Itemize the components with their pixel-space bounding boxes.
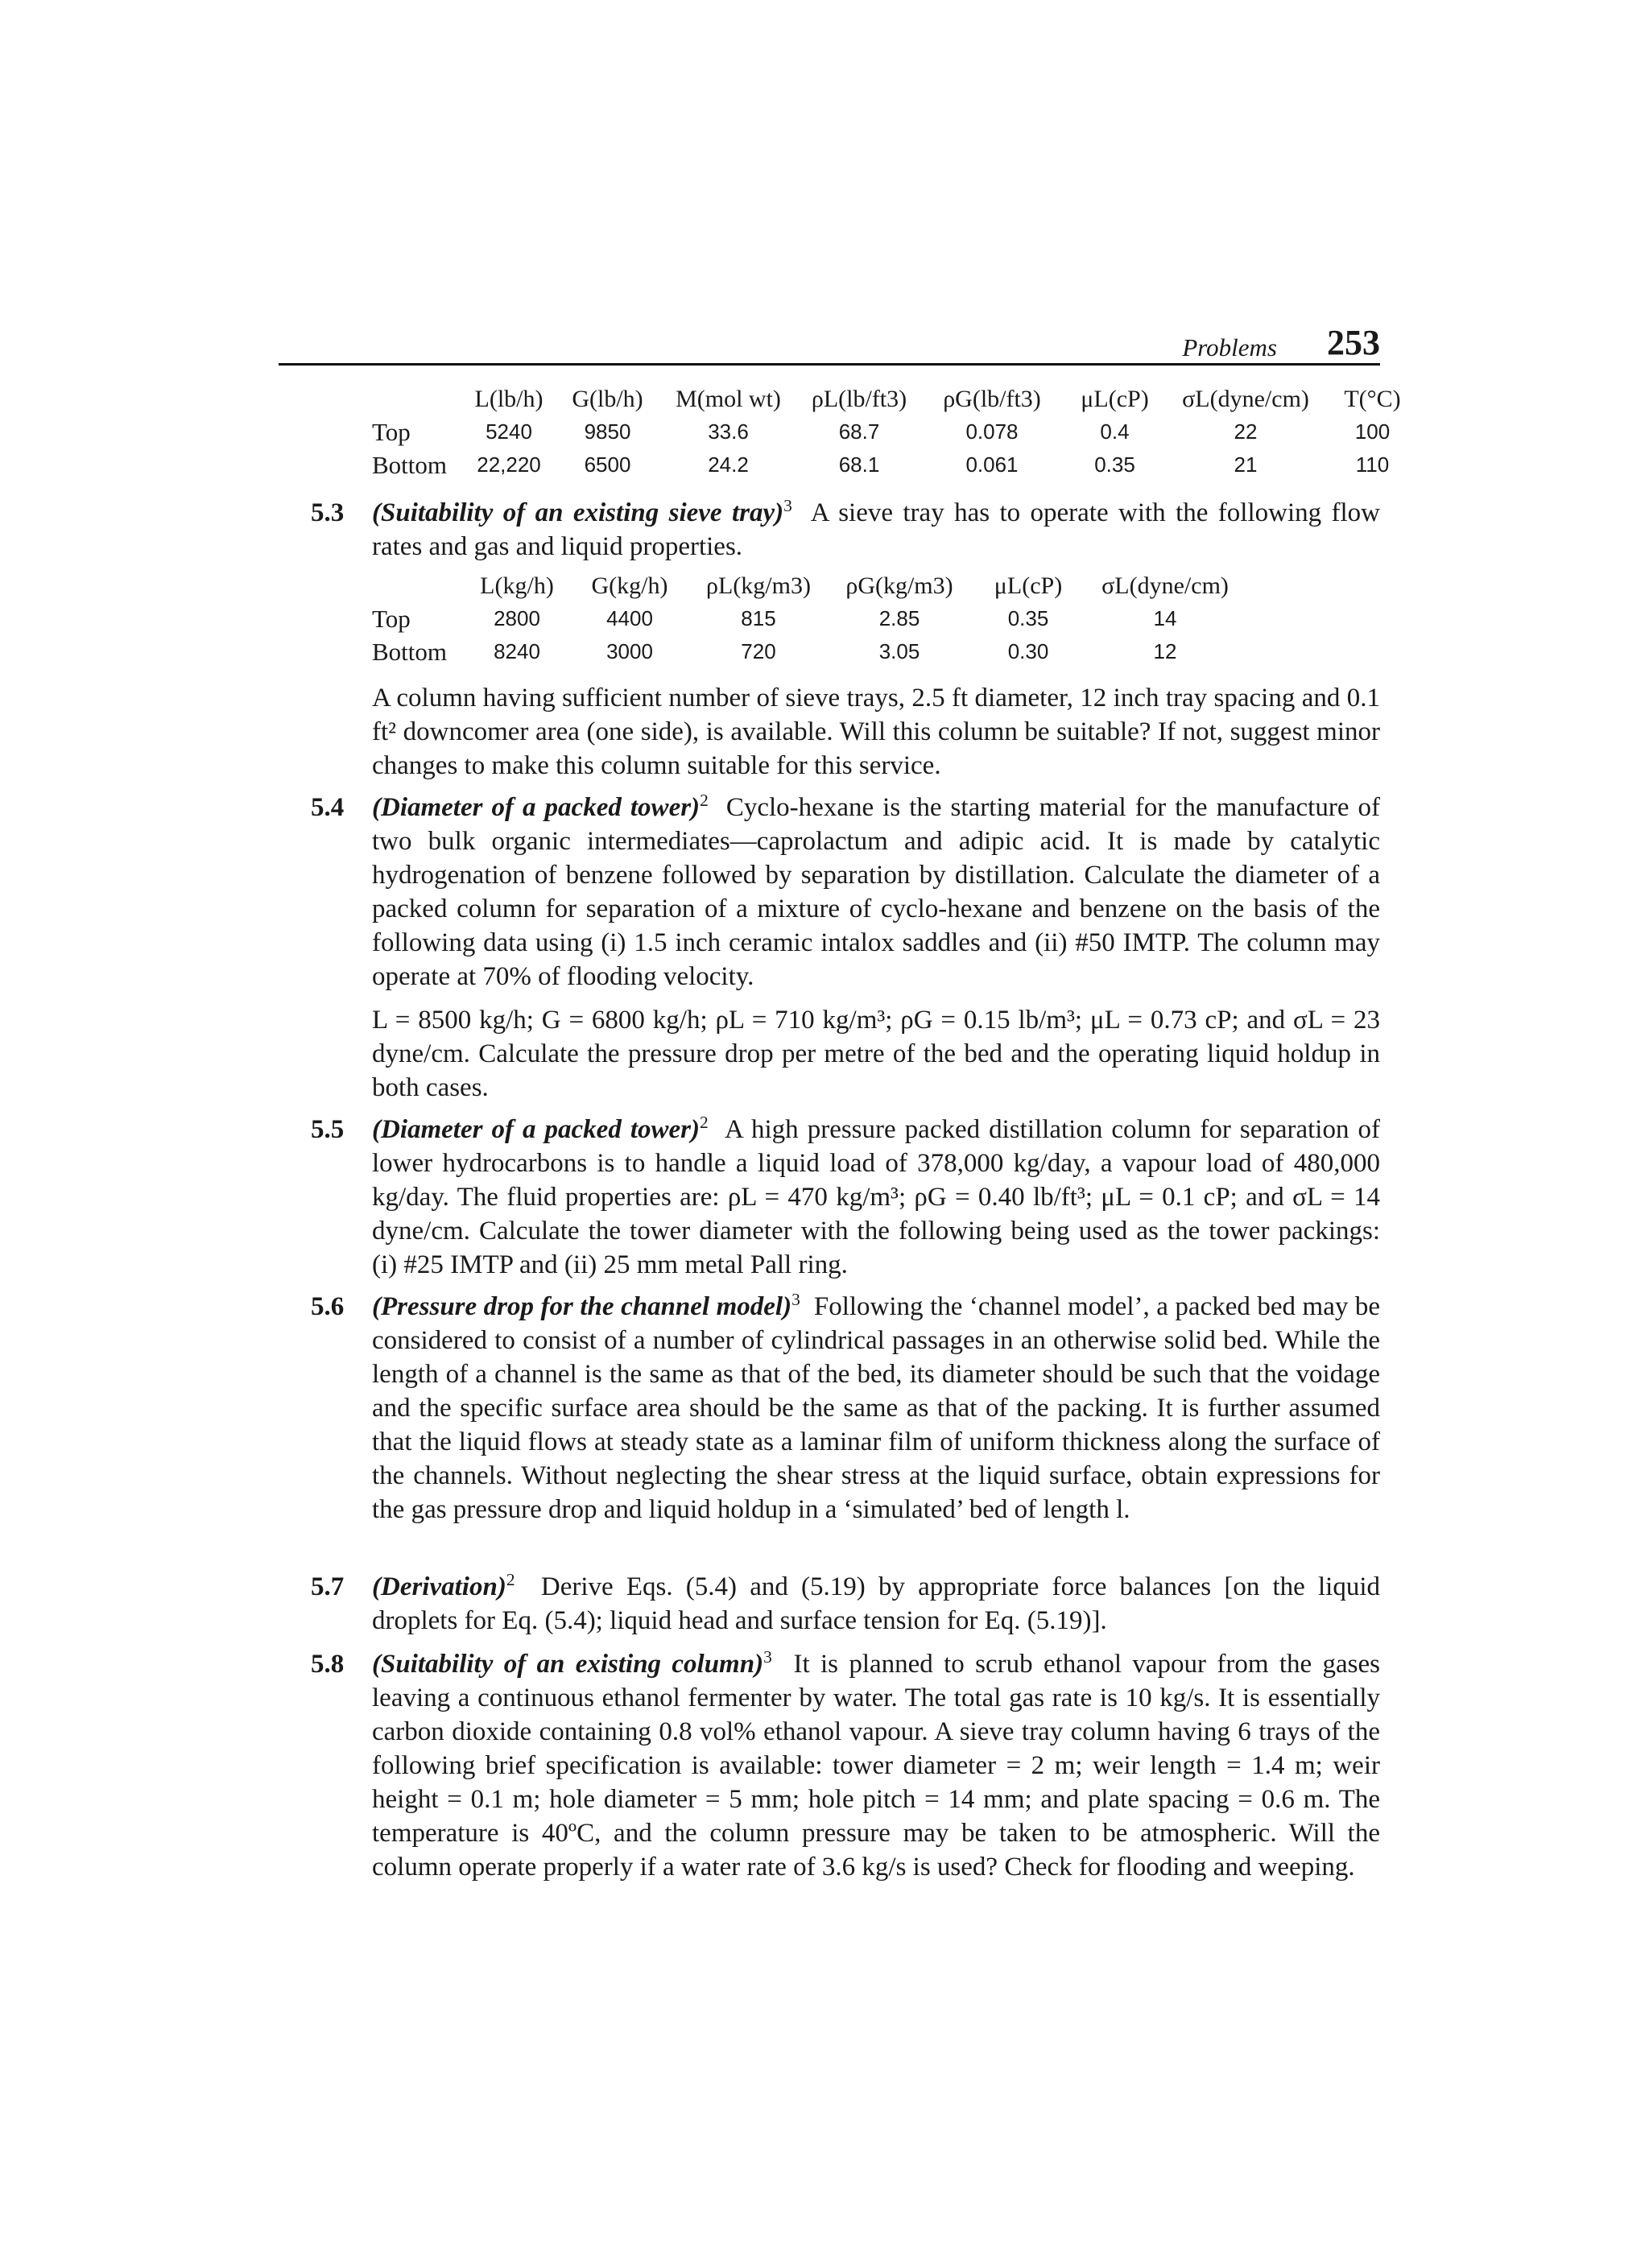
table-cell: 22,220	[477, 452, 541, 477]
problem-number: 5.3	[311, 498, 345, 527]
table-header-cell: ρG(kg/m3)	[845, 572, 953, 599]
problem-number: 5.5	[311, 1115, 345, 1144]
table-header-cell: L(kg/h)	[480, 572, 554, 599]
table-header-row	[372, 570, 1242, 602]
table-cell: 14	[1153, 606, 1177, 630]
row-label: Top	[372, 604, 411, 633]
problem-statement: It is planned to scrub ethanol vapour from the gases leaving a continuous ethanol fermenter by water. The total gas rate is 10 kg/s. It is essentially carbon dioxide containing 0.8 vol% ethanol vapour. A sieve tray column having 6 trays of the following brief specification is available: tower diameter = 2 m; weir length = 1.4 m; weir height = 0.1 m; hole diameter = 5 mm; hole pitch = 14 mm; and plate spacing = 0.6 m. The temperature is 40ºC, and the column pressure may be taken to be atmospheric. Will the column operate properly if a water rate of 3.6 kg/s is used? Check for flooding and weeping.	[372, 1650, 1380, 1882]
table-cell: 815	[741, 606, 776, 630]
problem-statement: Following the ‘channel model’, a packed bed may be considered to consist of a number of cylindrical passages in an otherwise solid bed. While the length of a channel is the same as that of the bed, its diameter should be such that the voidage and the specific surface area should be the same as that of the packing. It is further assumed that the liquid flows at steady state as a laminar film of uniform thickness along the surface of the channels. Without neglecting the shear stress at the liquid surface, obtain expressions for the gas pressure drop and liquid holdup in a ‘simulated’ bed of length l.	[372, 1292, 1381, 1524]
table-row	[372, 448, 1419, 481]
table-cell: 21	[1234, 452, 1258, 477]
problem-number: 5.6	[311, 1292, 345, 1321]
problem-5-8	[311, 1647, 1380, 1884]
table-cell: 6500	[584, 452, 631, 477]
problem-statement: Derive Eqs. (5.4) and (5.19) by appropriate force balances [on the liquid droplets for Eq. (5.4); liquid head and surface tension for Eq. (5.19)].	[372, 1572, 1381, 1635]
problem-title: (Derivation)	[372, 1572, 506, 1601]
table-header-cell: σL(dyne/cm)	[1182, 386, 1309, 412]
problem-text	[372, 1647, 1380, 1884]
table-cell: 22	[1234, 419, 1258, 444]
table-cell: 12	[1153, 639, 1177, 663]
problem-statement: Cyclo-hexane is the starting material for the manufacture of two bulk organic intermediates—caprolactum and adipic acid. It is made by catalytic hydrogenation of benzene followed by separation by distillation. Calculate the diameter of a packed column for separation of a mixture of cyclo-hexane and benzene on the basis of the following data using (i) 1.5 inch ceramic intalox saddles and (ii) #50 IMTP. The column may operate at 70% of flooding velocity.	[372, 793, 1381, 991]
problem-5-4	[311, 791, 1380, 994]
table-cell: 4400	[606, 606, 653, 630]
table-header-cell: ρG(lb/ft3)	[943, 386, 1041, 412]
table-header-cell: ρL(lb/ft3)	[811, 386, 907, 412]
header-rule	[279, 363, 1380, 366]
properties-table-2	[372, 570, 1242, 668]
table-cell: 9850	[584, 419, 631, 444]
reference-superscript: 2	[700, 791, 709, 810]
problem-5-7	[311, 1570, 1380, 1638]
problem-5-3	[311, 496, 1380, 564]
problem-5-4-data: L = 8500 kg/h; G = 6800 kg/h; ρL = 710 kg/m³; ρG = 0.15 lb/m³; μL = 0.73 cP; and σL = 23 dyne/cm. Calculate the pressure drop per metre of the bed and the operating liquid holdup in both cases.	[372, 1006, 1380, 1102]
problem-text	[372, 1290, 1380, 1526]
table-header-cell: T(°C)	[1344, 386, 1401, 412]
problem-5-3-after-table: A column having sufficient number of sieve trays, 2.5 ft diameter, 12 inch tray spacing and 0.1 ft² downcomer area (one side), is available. Will this column be suitable? If not, suggest minor changes to make this column suitable for this service.	[372, 684, 1380, 780]
problem-title: (Suitability of an existing sieve tray)	[372, 498, 784, 527]
reference-superscript: 2	[506, 1570, 515, 1589]
table-cell: 0.35	[1007, 606, 1049, 630]
table-cell: 2.85	[878, 606, 920, 630]
table-cell: 3000	[606, 639, 653, 663]
table-header-cell	[372, 570, 461, 602]
problem-title: (Pressure drop for the channel model)	[372, 1292, 792, 1321]
table-row	[372, 635, 1242, 668]
problem-title: (Suitability of an existing column)	[372, 1650, 764, 1679]
table-header-cell: ρL(kg/m3)	[706, 572, 811, 599]
reference-superscript: 2	[700, 1113, 709, 1132]
problem-5-6	[311, 1290, 1380, 1526]
problem-title: (Diameter of a packed tower)	[372, 1115, 701, 1144]
problem-5-5	[311, 1113, 1380, 1282]
problem-title: (Diameter of a packed tower)	[372, 793, 701, 822]
row-label: Bottom	[372, 637, 448, 666]
table-cell: 0.4	[1100, 419, 1130, 444]
problem-statement: A high pressure packed distillation column for separation of lower hydrocarbons is to handle a liquid load of 378,000 kg/day, a vapour load of 480,000 kg/day. The fluid properties are: ρL = 470 kg/m³; ρG = 0.40 lb/ft³; μL = 0.1 cP; and σL = 14 dyne/cm. Calculate the tower diameter with the following being used as the tower packings: (i) #25 IMTP and (ii) 25 mm metal Pall ring.	[372, 1115, 1380, 1279]
row-label: Top	[372, 417, 411, 446]
table-cell: 0.078	[965, 419, 1019, 444]
table-cell: 2800	[494, 606, 540, 630]
table-cell: 33.6	[708, 419, 749, 444]
table-header-cell: G(lb/h)	[572, 386, 643, 412]
row-label: Bottom	[372, 450, 448, 479]
page-number: 253	[1327, 323, 1380, 362]
table-cell: 68.7	[838, 419, 880, 444]
table-cell: 5240	[486, 419, 532, 444]
problem-number: 5.7	[311, 1572, 345, 1601]
problem-number: 5.4	[311, 793, 345, 822]
table-cell: 110	[1355, 452, 1390, 477]
table-header-cell: L(lb/h)	[474, 386, 543, 412]
table-header-row	[372, 383, 1419, 415]
table-cell: 0.35	[1094, 452, 1135, 477]
problem-text	[372, 496, 1380, 564]
table-row	[372, 415, 1419, 448]
problem-statement: A sieve tray has to operate with the following flow rates and gas and liquid properties.	[372, 498, 1380, 561]
table-cell: 3.05	[878, 639, 920, 663]
table-cell: 8240	[494, 639, 540, 663]
table-header-cell	[372, 383, 461, 415]
table-cell: 0.30	[1007, 639, 1049, 663]
reference-superscript: 3	[763, 1647, 772, 1667]
page-header	[279, 322, 1380, 366]
table-header-cell: σL(dyne/cm)	[1101, 572, 1229, 599]
table-header-cell: μL(cP)	[1081, 386, 1149, 412]
table-cell: 24.2	[708, 452, 749, 477]
table-header-cell: G(kg/h)	[591, 572, 668, 599]
reference-superscript: 3	[791, 1290, 800, 1309]
problem-text	[372, 791, 1380, 994]
table-header-cell: M(mol wt)	[676, 386, 781, 412]
table-cell: 0.061	[965, 452, 1019, 477]
table-header-cell: μL(cP)	[994, 572, 1063, 599]
properties-table-1	[372, 383, 1419, 481]
table-cell: 100	[1354, 419, 1391, 444]
table-cell: 720	[741, 639, 776, 663]
running-head: Problems	[1182, 333, 1277, 361]
problem-number: 5.8	[311, 1650, 345, 1679]
table-cell: 68.1	[838, 452, 880, 477]
table-row	[372, 602, 1242, 635]
problem-text	[372, 1570, 1380, 1638]
problem-text	[372, 1113, 1380, 1282]
reference-superscript: 3	[783, 496, 792, 515]
